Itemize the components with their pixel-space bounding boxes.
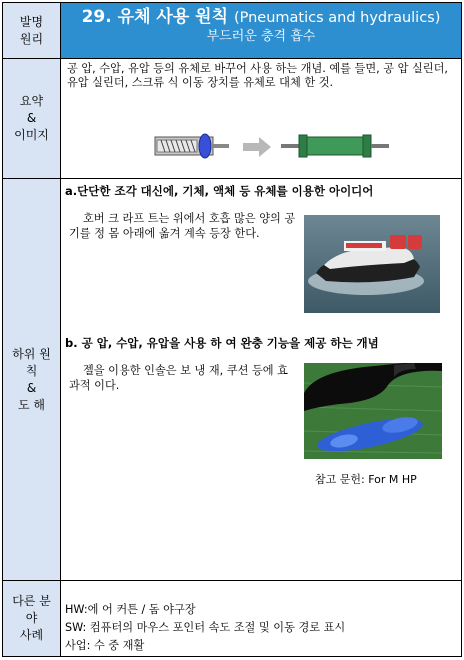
header-row <box>3 3 461 59</box>
title-korean: 유체 사용 원칙 <box>117 7 229 27</box>
label-line: 원리 <box>19 31 44 46</box>
gel-insole-photo <box>304 363 442 459</box>
arrow-right-icon <box>243 137 271 157</box>
sub-principle-a-body: 호버 크 라프 트는 위에서 호흡 많은 양의 공기를 정 몸 아래에 옮겨 계속 등장 한다. <box>69 212 296 240</box>
summary-row <box>3 59 461 179</box>
reference-text: 참고 문헌: For M HP <box>315 473 417 486</box>
other-fields-cell <box>61 581 461 656</box>
sub-principle-b-body: 젤을 이용한 인솔은 보 냉 재, 쿠션 등에 효과적 이다. <box>69 364 288 392</box>
other-field-hw: HW:에 어 커튼 / 돔 야구장 <box>65 603 196 616</box>
sub-principles-cell <box>61 179 461 580</box>
principle-subtitle: 부드러운 충격 흡수 <box>206 29 316 44</box>
title-cell <box>61 3 461 58</box>
hydraulic-cylinder-illustration <box>281 131 391 161</box>
label-line: 발명 <box>19 14 44 29</box>
label-line: 도 해 <box>18 397 45 412</box>
label-line: 사례 <box>19 628 44 642</box>
principle-sheet <box>2 2 462 657</box>
principle-title <box>61 3 461 28</box>
label-line: 이미지 <box>14 128 49 142</box>
header-label <box>3 3 61 58</box>
other-field-business: 사업: 수 중 재활 <box>65 639 145 652</box>
sub-principle-b-title: b. 공 압, 수압, 유압을 사용 하 여 완충 기능을 제공 하는 개념 <box>65 336 379 350</box>
title-english: (Pneumatics and hydraulics) <box>233 10 441 26</box>
other-field-sw: SW: 컴퓨터의 마우스 포인터 속도 조절 및 이동 경로 표시 <box>65 621 346 634</box>
hovercraft-photo <box>304 215 440 313</box>
other-fields-row <box>3 581 461 656</box>
title-number: 29. <box>81 7 112 27</box>
label-line: 하위 원 <box>12 346 51 361</box>
label-line: 다른 분 <box>12 594 51 608</box>
summary-cell <box>61 59 461 178</box>
label-line: 칙 <box>25 363 38 378</box>
label-line: 요약 <box>19 94 44 108</box>
sub-principles-row <box>3 179 461 581</box>
other-fields-label <box>3 581 61 656</box>
label-line: 야 <box>25 611 38 625</box>
summary-label <box>3 59 61 178</box>
summary-text: 공 압, 수압, 유압 등의 유체로 바꾸어 사용 하는 개념. 예를 들면, 공 압 실린더, 유압 실린더, 스크류 식 이동 장치를 유체로 대체 한 것. <box>67 62 448 89</box>
screw-device-illustration <box>153 131 233 161</box>
sub-principle-a-title: a.단단한 조각 대신에, 기체, 액체 등 유체를 이용한 아이디어 <box>65 184 374 198</box>
sub-principles-label <box>3 179 61 580</box>
label-line: & <box>26 380 37 395</box>
label-line: & <box>26 111 37 125</box>
